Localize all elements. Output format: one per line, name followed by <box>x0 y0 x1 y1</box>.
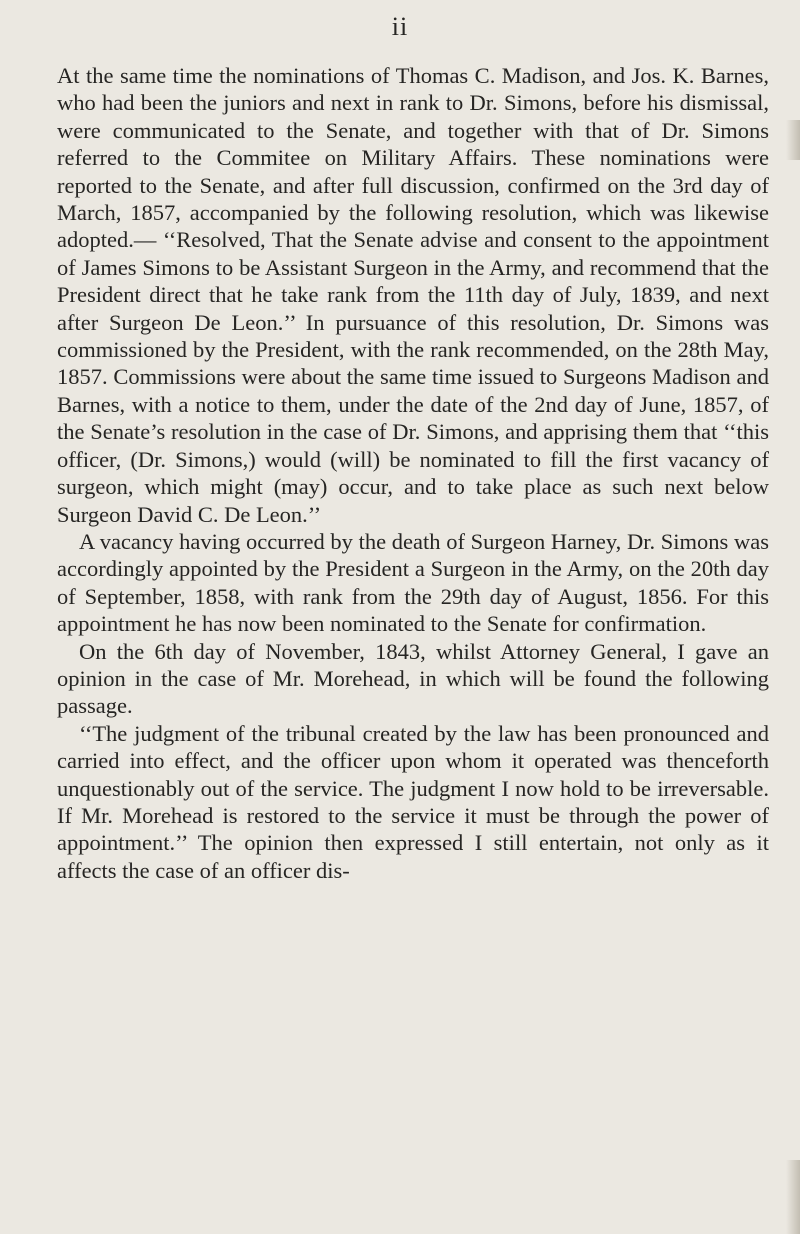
page-edge-shadow-bottom <box>786 1160 800 1234</box>
paragraph-2: A vacancy having occurred by the death of Surgeon Harney, Dr. Simons was accordingly appointed by the President a Surgeon in the Army, on the 20th day of September, 1858, with rank from the 29th day of August, 1856. For this appointment he has now been nominated to the Senate for confirmation. <box>57 528 769 637</box>
paragraph-4: ‘‘The judgment of the tribunal created by the law has been pronounced and carried into effect, and the officer upon whom it operated was thenceforth unquestionably out of the service. The judgment I now hold to be irreversable. If Mr. Morehead is restored to the service it must be through the power of appointment.’’ The opinion then expressed I still entertain, not only as it affects the case of an officer dis- <box>57 720 769 883</box>
page-edge-shadow <box>786 120 800 160</box>
body-text <box>57 62 769 884</box>
page-number: ii <box>391 12 409 41</box>
paragraph-3: On the 6th day of November, 1843, whilst Attorney General, I gave an opinion in the case of Mr. Morehead, in which will be found the following passage. <box>57 638 769 719</box>
paragraph-1: At the same time the nominations of Thomas C. Madison, and Jos. K. Barnes, who had been the juniors and next in rank to Dr. Simons, before his dismissal, were communicated to the Senate, and together with that of Dr. Simons referred to the Commitee on Military Affairs. These nominations were reported to the Senate, and after full discussion, confirmed on the 3rd day of March, 1857, accompanied by the following resolution, which was likewise adopted.— ‘‘Resolved, That the Senate advise and consent to the appointment of James Simons to be Assistant Surgeon in the Army, and recommend that the President direct that he take rank from the 11th day of July, 1839, and next after Surgeon De Leon.’’ In pursuance of this resolution, Dr. Simons was commissioned by the President, with the rank recommended, on the 28th May, 1857. Commissions were about the same time issued to Surgeons Madison and Barnes, with a notice to them, under the date of the 2nd day of June, 1857, of the Senate’s resolution in the case of Dr. Simons, and apprising them that ‘‘this officer, (Dr. Simons,) would (will) be nominated to fill the first vacancy of surgeon, which might (may) occur, and to take place as such next below Surgeon David C. De Leon.’’ <box>57 63 769 527</box>
